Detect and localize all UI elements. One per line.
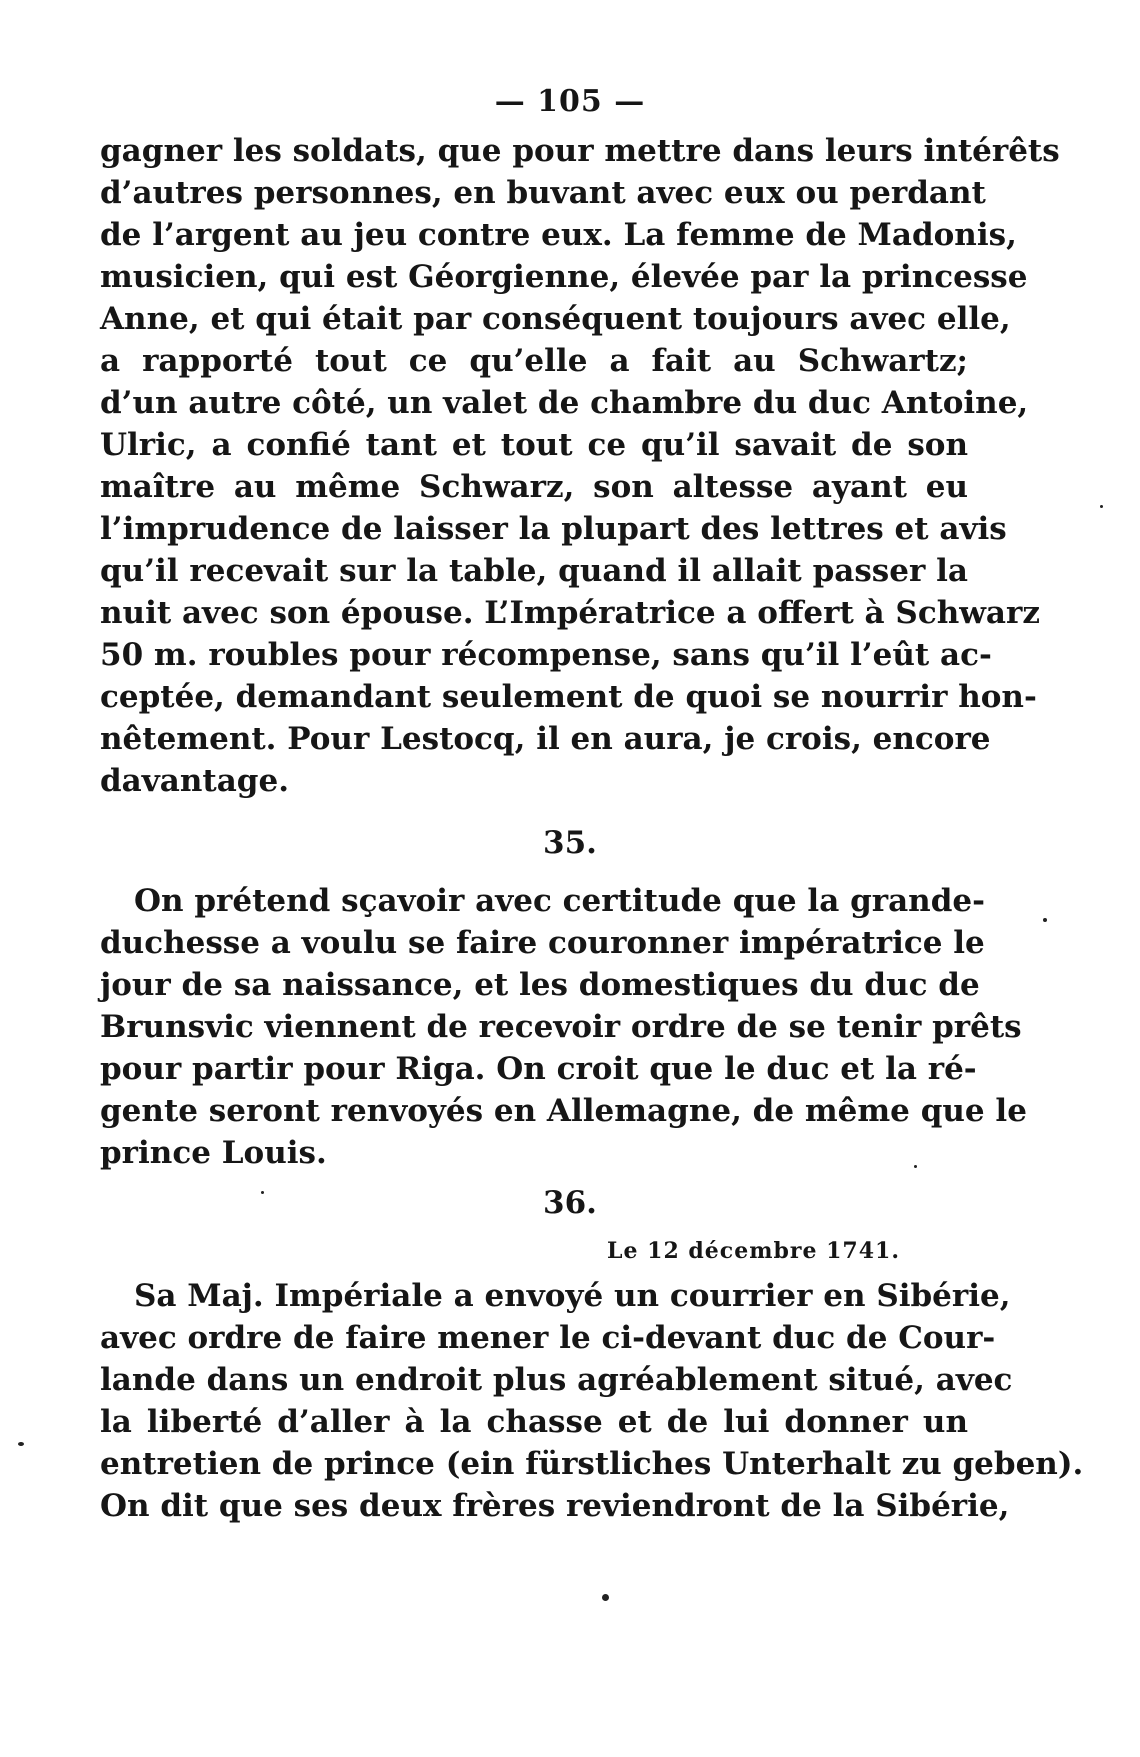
text-line: a rapporté tout ce qu’elle a fait au Schwartz; [100, 343, 968, 379]
page-number: — 105 — [494, 84, 646, 119]
scan-speck [602, 1594, 609, 1601]
text-line: Ulric, a confié tant et tout ce qu’il savait de son [100, 427, 968, 463]
text-line: entretien de prince (ein fürstliches Unterhalt zu geben). [100, 1446, 1084, 1482]
text-line: duchesse a voulu se faire couronner impératrice le [100, 925, 985, 961]
text-line: nêtement. Pour Lestocq, il en aura, je crois, encore [100, 721, 991, 757]
text-line: de l’argent au jeu contre eux. La femme de Madonis, [100, 217, 1017, 253]
scan-speck [914, 1165, 917, 1168]
text-line: la liberté d’aller à la chasse et de lui donner un [100, 1404, 968, 1440]
scan-speck [1043, 918, 1047, 922]
section-36-paragraph [100, 1275, 1084, 1527]
text-line: pour partir pour Riga. On croit que le duc et la ré- [100, 1051, 977, 1087]
scan-speck [18, 1442, 24, 1446]
section-number-36: 36. [543, 1185, 597, 1221]
text-line: jour de sa naissance, et les domestiques du duc de [100, 967, 980, 1003]
text-line: musicien, qui est Géorgienne, élevée par la princesse [100, 259, 1028, 295]
section-35-paragraph [100, 880, 1027, 1174]
text-line: l’imprudence de laisser la plupart des lettres et avis [100, 511, 1007, 547]
scan-speck [1100, 505, 1103, 508]
text-line: gagner les soldats, que pour mettre dans leurs intérêts [100, 133, 1060, 169]
text-line: avec ordre de faire mener le ci-devant duc de Cour- [100, 1320, 996, 1356]
text-line: On dit que ses deux frères reviendront de la Sibérie, [100, 1488, 1010, 1524]
text-line: 50 m. roubles pour récompense, sans qu’il l’eût ac- [100, 637, 992, 673]
section-36-date: Le 12 décembre 1741. [607, 1238, 900, 1264]
text-line: d’autres personnes, en buvant avec eux ou perdant [100, 175, 986, 211]
text-line: Anne, et qui était par conséquent toujours avec elle, [100, 301, 1011, 337]
text-line: On prétend sçavoir avec certitude que la grande- [134, 883, 985, 919]
continued-paragraph [100, 130, 1060, 802]
text-line: gente seront renvoyés en Allemagne, de même que le [100, 1093, 1027, 1129]
text-line: ceptée, demandant seulement de quoi se nourrir hon- [100, 679, 1037, 715]
text-line: lande dans un endroit plus agréablement situé, avec [100, 1362, 1013, 1398]
text-line: davantage. [100, 763, 289, 799]
text-line: nuit avec son épouse. L’Impératrice a offert à Schwarz [100, 595, 1040, 631]
text-line: qu’il recevait sur la table, quand il allait passer la [100, 553, 968, 589]
scan-speck [261, 1191, 264, 1194]
section-number-35: 35. [543, 825, 597, 861]
text-line: Brunsvic viennent de recevoir ordre de se tenir prêts [100, 1009, 1022, 1045]
text-line: d’un autre côté, un valet de chambre du duc Antoine, [100, 385, 1029, 421]
text-line: Sa Maj. Impériale a envoyé un courrier en Sibérie, [134, 1278, 1011, 1314]
text-line: maître au même Schwarz, son altesse ayant eu [100, 469, 968, 505]
text-line: prince Louis. [100, 1135, 327, 1171]
